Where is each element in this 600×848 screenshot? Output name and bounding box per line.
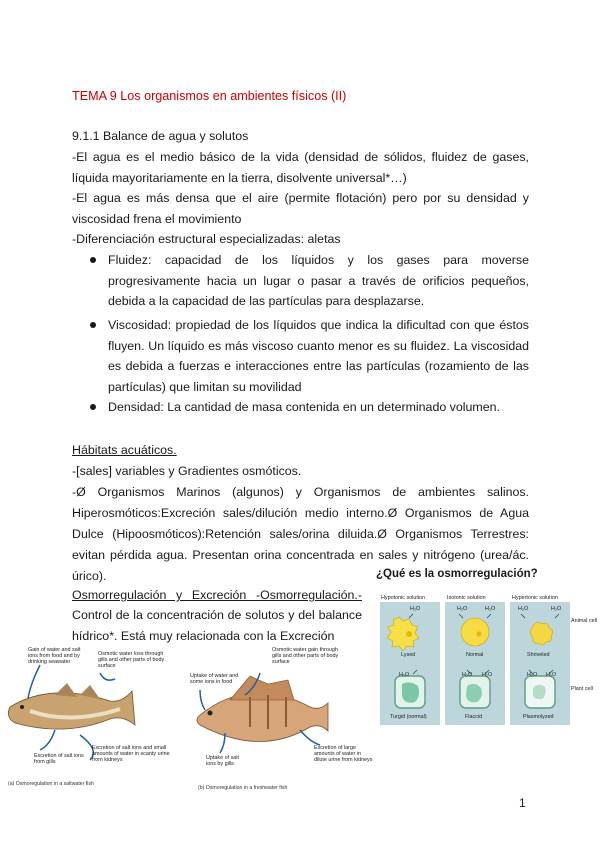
freshwater-fish	[197, 676, 328, 742]
bullet-dot	[90, 257, 96, 263]
bullet-dot	[90, 404, 96, 410]
saltwater-fish	[8, 683, 135, 729]
row-label-plant: Plant cell	[571, 686, 593, 692]
state-lysed: Lysed	[401, 652, 416, 658]
col-label-hypotonic: Hypotonic solution	[381, 595, 426, 601]
plant-cell-flaccid	[460, 676, 490, 708]
section-heading: 9.1.1 Balance de agua y solutos	[72, 129, 249, 143]
a-excretion-kidneys-label: Excretion of salt ions and small amounts of water in scanty urine from kidneys	[92, 745, 170, 763]
page-number: 1	[519, 796, 526, 810]
animal-cell-normal	[461, 618, 489, 646]
water-label: H₂O	[546, 672, 557, 678]
habitats-line: -[sales] variables y Gradientes osmóticos.	[72, 464, 302, 478]
b-excretion-label: Excretion of large amounts of water in dilute urine from kidneys	[314, 745, 373, 763]
state-plasmolyzed: Plasmolyzed	[523, 714, 554, 720]
osmo-heading	[72, 585, 362, 606]
b-uptake-gills-label: Uptake of salt ions by gills	[206, 755, 239, 767]
bullet-densidad: Densidad: La cantidad de masa contenida en un determinado volumen.	[108, 400, 500, 414]
osmoregulation-figure	[375, 568, 600, 728]
water-label: H₂O	[410, 606, 421, 612]
state-normal: Normal	[466, 652, 484, 658]
water-label: H₂O	[485, 606, 496, 612]
state-shriveled: Shriveled	[527, 652, 550, 658]
paragraph-water-density: -El agua es más densa que el aire (permite flotación) pero por su densidad y viscosidad frena el movimiento	[72, 191, 529, 226]
state-flaccid: Flaccid	[465, 714, 483, 720]
a-loss-label: Osmotic water loss through gills and other parts of body surface	[98, 651, 165, 669]
bullet-viscosidad: Viscosidad: propiedad de los líquidos que indica la dificultad con que éstos fluyen. Un líquido es más viscoso cuanto menor es su fluidez. La viscosidad es debida a fuerzas e interacciones entre las partículas (rozamiento de las partículas) que limitan su movilidad	[108, 318, 529, 394]
paragraph-structural: -Diferenciación estructural especializadas: aletas	[72, 232, 341, 246]
b-gain-label: Osmotic water gain through gills and other parts of body surface	[272, 647, 339, 665]
state-turgid: Turgid (normal)	[390, 714, 427, 720]
bullet-fluidez: Fluidez: capacidad de los líquidos y los gases para moverse progresivamente hacia un lugar o pasar a través de orificios pequeños, debida a la capacidad de las partículas para desplazarse.	[108, 253, 529, 308]
water-label: H₂O	[527, 672, 538, 678]
osmosis-cells-svg	[375, 568, 600, 728]
paragraph-water-basic: -El agua es el medio básico de la vida (densidad de sólidos, fluidez de gases, líquida mayoritariamente en la tierra, disolvente universal*…)	[72, 150, 529, 185]
water-label: H₂O	[399, 672, 410, 678]
row-label-animal: Animal cell	[571, 618, 598, 624]
habitats-paragraph: -Ø Organismos Marinos (algunos) y Organismos de ambientes salinos. Hiperosmóticos:Excreción sales/dilución medio interno.Ø Organismos de Agua Dulce (Hipoosmóticos):Retención sales/orina diluida.Ø Organismos Terrestres: evitan pérdida agua. Presentan orina concentrada en sales y nitrógeno (urea/ác. úrico).	[72, 485, 529, 583]
animal-cell-lysed	[387, 617, 419, 651]
b-caption: (b) Osmoregulation in a freshwater fish	[198, 785, 288, 791]
osmo-text: Control de la concentración de solutos y del balance hídrico*. Está muy relacionada con la Excreción	[72, 608, 362, 643]
plant-cell-plasmolyzed	[525, 676, 555, 708]
a-caption: (a) Osmoregulation in a saltwater fish	[8, 781, 94, 787]
figure-title: ¿Qué es la osmorregulación?	[376, 568, 538, 580]
a-excretion-gills-label: Excretion of salt ions from gills	[34, 753, 84, 765]
water-label: H₂O	[482, 672, 493, 678]
col-label-isotonic: Isotonic solution	[447, 595, 486, 601]
animal-cell-shriveled	[531, 622, 553, 644]
water-label: H₂O	[457, 606, 468, 612]
plant-cell-turgid	[395, 676, 425, 708]
a-gain-label: Gain of water and salt ions from food and by drinking seawater	[28, 647, 81, 665]
water-label: H₂O	[551, 606, 562, 612]
fish-svg	[0, 645, 375, 795]
water-label: H₂O	[518, 606, 529, 612]
bullet-dot	[90, 322, 96, 328]
habitats-heading: Hábitats acuáticos.	[72, 443, 177, 457]
fish-figure	[0, 645, 375, 795]
osmo-heading-text: Osmorregulación y Excreción -Osmorregulación.-	[72, 588, 362, 602]
page-title: TEMA 9 Los organismos en ambientes físicos (II)	[72, 89, 347, 103]
water-label: H₂O	[462, 672, 473, 678]
b-uptake-food-label: Uptake of water and some ions in food	[190, 673, 239, 685]
col-label-hypertonic: Hypertonic solution	[512, 595, 558, 601]
